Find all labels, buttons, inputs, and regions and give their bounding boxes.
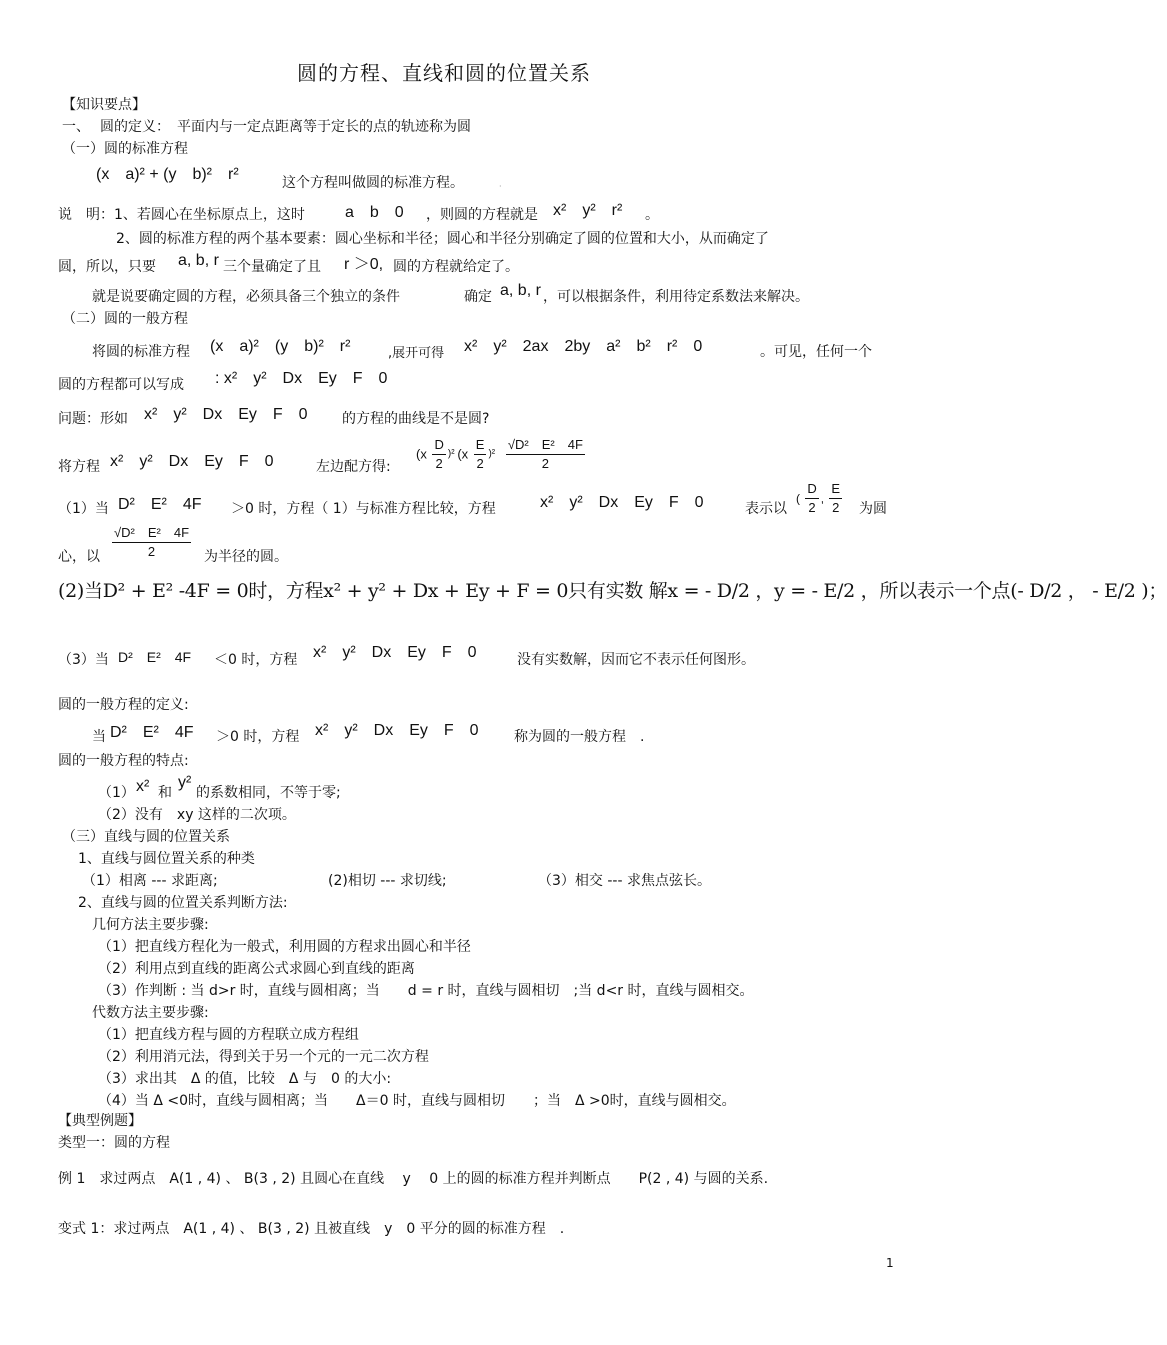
question-text-b: 的方程的曲线是不是圆?: [342, 411, 490, 427]
geometric-heading: 几何方法主要步骤:: [92, 917, 209, 933]
algebraic-step-1: （1）把直线方程与圆的方程联立成方程组: [98, 1027, 359, 1043]
type-1-heading: 类型一：圆的方程: [58, 1135, 170, 1151]
case-1-equation: x² y² Dx Ey F 0: [540, 494, 704, 511]
note-1-text-b: ，则圆的方程就是: [426, 207, 538, 223]
definition-text-a: 当: [92, 729, 106, 745]
feature-2: （2）没有 xy 这样的二次项。: [98, 807, 296, 823]
definition-text-b: ＞0 时，方程: [216, 729, 300, 745]
case-1-center: ( $\frac{D}{2}$ , $\frac{E}{2}$: [796, 481, 841, 515]
general-text-b: ,展开可得: [388, 346, 445, 361]
note-2-r-condition: r ＞0,: [344, 256, 384, 273]
example-1: 例 1 求过两点 A(1 , 4) 、 B(3 , 2) 且圆心在直线 y 0 上的圆的标准方程并判断点 P(2 , 4) 与圆的关系.: [58, 1171, 769, 1187]
note-1-condition: a b 0: [345, 204, 404, 221]
variant-1: 变式 1：求过两点 A(1 , 4) 、 B(3 , 2) 且被直线 y 0 平分的圆的标准方程 .: [58, 1221, 565, 1237]
standard-equation-note: 这个方程叫做圆的标准方程。: [282, 175, 464, 191]
case-1-condition: D² E² 4F: [118, 496, 202, 513]
complete-square-formula: (x $\frac{D}{2}$ )² (x $\frac{E}{2}$ )² $\frac{\text{√D² E² 4F}}{2}$: [416, 437, 583, 471]
definition-condition: D² E² 4F: [110, 724, 194, 741]
center-y-fraction: $\frac{E}{2}$: [831, 481, 841, 515]
case-3-text-c: 没有实数解，因而它不表示任何图形。: [517, 652, 755, 668]
kind-tangent: (2)相切 --- 求切线;: [328, 873, 447, 889]
general-text-a: 将圆的标准方程: [92, 344, 190, 360]
note-3-text-c: ，可以根据条件，利用待定系数法来解决。: [543, 289, 809, 305]
formula-x-open: (x: [416, 446, 427, 462]
standard-equation-heading: （一）圆的标准方程: [62, 141, 188, 157]
general-equation-heading: （二）圆的一般方程: [62, 311, 188, 327]
case-1-text-d: 为圆: [859, 501, 887, 517]
fraction-radical-over-2: $\frac{\text{√D² E² 4F}}{2}$: [507, 437, 583, 471]
algebraic-step-3: （3）求出其 Δ 的值，比较 Δ 与 0 的大小:: [98, 1071, 392, 1087]
case-1-radius: [110, 524, 193, 561]
geometric-step-2: （2）利用点到直线的距离公式求圆心到直线的距离: [98, 961, 415, 977]
note-3-abr: a, b, r: [500, 282, 541, 299]
general-equation-1: (x a)² (y b)² r²: [210, 338, 351, 355]
definition-heading: 圆的一般方程的定义:: [58, 697, 189, 713]
case-2-line: (2)当D² + E² -4F = 0时，方程x² + y² + Dx + Ey + F = 0只有实数 解x = - D/2 ，y = - E/2 ，所以表示一个点(- D/2 ， - E/2 )；: [58, 580, 1167, 602]
complete-square-text-a: 将方程: [58, 459, 100, 475]
general-equation-2: x² y² 2ax 2by a² b² r² 0: [464, 338, 703, 355]
note-2-text-b: 圆，所以，只要: [58, 259, 156, 275]
note-3-text-b: 确定: [464, 289, 492, 305]
note-2-abr: a, b, r: [178, 252, 219, 269]
complete-square-text-b: 左边配方得:: [316, 459, 391, 475]
geometric-step-1: （1）把直线方程化为一般式，利用圆的方程求出圆心和半径: [98, 939, 471, 955]
line-circle-heading: （三）直线与圆的位置关系: [62, 829, 230, 845]
standard-equation: (x a)² + (y b)² r²: [96, 166, 239, 183]
definition-text-c: 称为圆的一般方程 .: [514, 729, 645, 745]
general-text-d: 圆的方程都可以写成: [58, 377, 184, 393]
note-1-end: 。: [645, 207, 659, 223]
feature-1-x-squared: x²: [136, 778, 150, 795]
note-2-text-d: 圆的方程就给定了。: [393, 259, 519, 275]
page-title: 圆的方程、直线和圆的位置关系: [297, 61, 591, 85]
case-3-text-a: （3）当: [58, 652, 109, 668]
center-x-fraction: $\frac{D}{2}$: [807, 481, 817, 515]
algebraic-step-4: （4）当 Δ <0时，直线与圆相离；当 Δ＝0 时，直线与圆相切 ；当 Δ >0时，直线与圆相交。: [98, 1093, 736, 1109]
case-3-text-b: ＜0 时，方程: [214, 652, 298, 668]
complete-square-equation: x² y² Dx Ey F 0: [110, 453, 274, 470]
question-text-a: 问题：形如: [58, 411, 128, 427]
page-number: 1: [886, 1256, 894, 1270]
general-equation-3: : x² y² Dx Ey F 0: [215, 370, 388, 387]
circle-definition: 圆的定义： 平面内与一定点距离等于定长的点的轨迹称为圆: [100, 119, 471, 135]
note-1-text: 说 明：1、若圆心在坐标原点上，这时: [58, 207, 305, 223]
question-equation: x² y² Dx Ey F 0: [144, 406, 308, 423]
section-knowledge-heading: 【知识要点】: [62, 97, 146, 113]
scan-speck: ·: [499, 182, 502, 191]
case-3-equation: x² y² Dx Ey F 0: [313, 644, 477, 661]
item-one-number: 一、: [62, 119, 90, 135]
kinds-heading: 1、直线与圆位置关系的种类: [78, 851, 255, 867]
feature-1-number: （1）: [98, 785, 135, 801]
case-1-text-f: 为半径的圆。: [204, 549, 288, 565]
features-heading: 圆的一般方程的特点:: [58, 753, 189, 769]
algebraic-step-2: （2）利用消元法，得到关于另一个元的一元二次方程: [98, 1049, 429, 1065]
methods-heading: 2、直线与圆的位置关系判断方法:: [78, 895, 288, 911]
case-1-text-e: 心，以: [58, 549, 100, 565]
feature-1-text: 的系数相同，不等于零;: [196, 785, 341, 801]
definition-equation: x² y² Dx Ey F 0: [315, 722, 479, 739]
feature-1-y-squared: y²: [178, 774, 192, 791]
note-3-text: 就是说要确定圆的方程，必须具备三个独立的条件: [92, 289, 400, 305]
examples-heading: 【典型例题】: [58, 1113, 142, 1129]
case-1-text-a: （1）当: [58, 501, 109, 517]
case-1-text-b: ＞0 时，方程（ 1）与标准方程比较，方程: [231, 501, 496, 517]
geometric-step-3: （3）作判断 : 当 d>r 时，直线与圆相离；当 d = r 时，直线与圆相切 ;当 d<r 时，直线与圆相交。: [98, 983, 754, 999]
radius-fraction: $\frac{\text{√D² E² 4F}}{2}$: [114, 525, 190, 559]
kind-intersect: （3）相交 --- 求焦点弦长。: [538, 873, 711, 889]
note-2-text-c: 三个量确定了且: [223, 259, 321, 275]
general-text-c: 。可见，任何一个: [760, 344, 872, 360]
note-1-equation: x² y² r²: [553, 202, 623, 219]
note-2-text: 2、圆的标准方程的两个基本要素：圆心坐标和半径；圆心和半径分别确定了圆的位置和大小，从而确定了: [116, 231, 769, 247]
fraction-d-over-2: $\frac{D}{2}$: [434, 437, 444, 471]
case-3-condition: D² E² 4F: [118, 649, 192, 665]
algebraic-heading: 代数方法主要步骤:: [92, 1005, 209, 1021]
feature-1-and: 和: [158, 785, 172, 801]
case-1-text-c: 表示以: [745, 501, 787, 517]
kind-separate: （1）相离 --- 求距离;: [82, 873, 218, 889]
fraction-e-over-2: $\frac{E}{2}$: [475, 437, 485, 471]
